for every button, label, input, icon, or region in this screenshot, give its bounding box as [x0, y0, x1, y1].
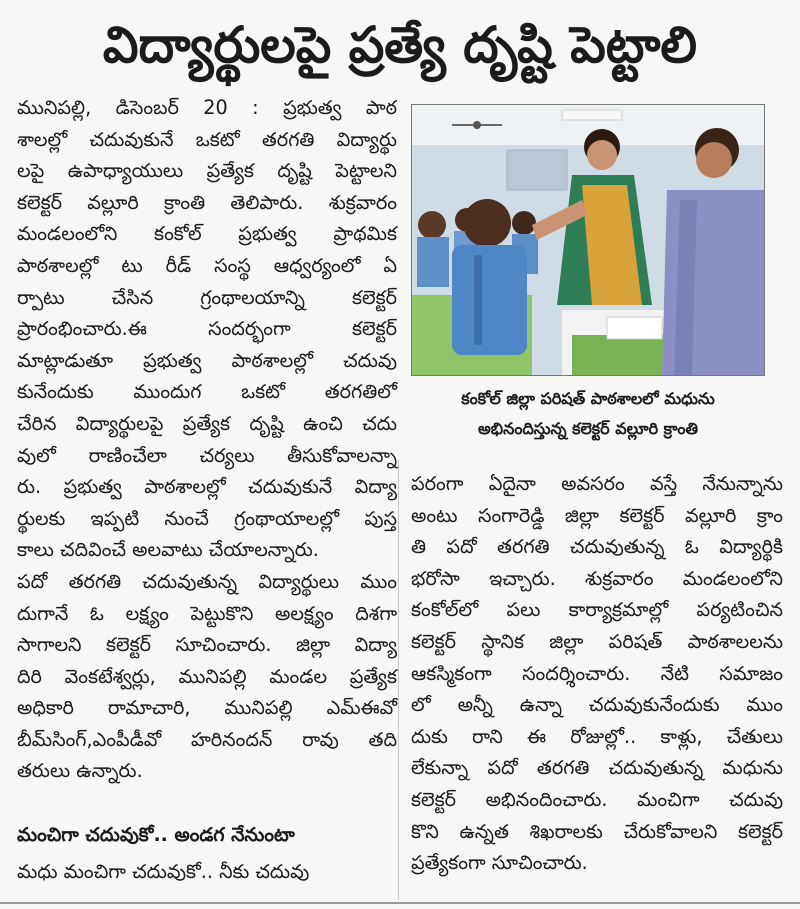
- article-line: ప్రత్యేకంగా సూచించారు.: [411, 851, 588, 875]
- article-line: ర్పాటు చేసిన గ్రంథాలయాన్ని కలెక్టర్: [17, 285, 397, 309]
- article-line: బీమ్‌సింగ్,ఎంపీడీవో హరినందన్ రావు తది: [17, 727, 397, 751]
- article-line: లేకున్నా పదో తరగతి చదువుతున్న మధును: [411, 756, 783, 780]
- article-line: కునేందుకు ముందుగ ఒకటో తరగతిలో: [17, 380, 397, 404]
- classroom-photo-illustration: [412, 105, 765, 376]
- article-line: చేరిన విద్యార్థులపై ప్రత్యేక దృష్టి ఉంచి చదు: [17, 411, 397, 435]
- article-line: తరులు ఉన్నారు.: [17, 759, 143, 783]
- article-line: ర్థులకు ఇప్పటి నుంచే గ్రంథాయాలల్లో పుస్త: [17, 506, 397, 530]
- article-line: లపై ఉపాధ్యాయులు ప్రత్యేక దృష్టి పెట్టాలని: [17, 159, 397, 183]
- article-line: కాలు చదివించే అలవాటు చేయాలన్నారు.: [17, 538, 319, 562]
- caption-line: అభినందిస్తున్న కలెక్టర్ వల్లూరి క్రాంతి: [478, 419, 698, 438]
- article-line: కలెక్టర్ స్థానిక జిల్లా పరిషత్ పాఠశాలలను: [411, 629, 783, 653]
- headline: విద్యార్థులపై ప్రత్యే దృష్టి పెట్టాలి: [102, 16, 698, 74]
- news-photo: [411, 104, 765, 376]
- article-line: పదో తరగతి చదువుతున్న విద్యార్థులు ముం: [17, 569, 397, 593]
- article-line: పరంగా ఏదైనా అవసరం వస్తే నేనున్నాను: [411, 472, 783, 495]
- article-line: కొని ఉన్నత శిఖరాలకు చేరుకోవాలని కలెక్టర్: [411, 819, 783, 843]
- article-line: లో అన్నీ ఉన్నా చదువుకునేందుకు ముం: [411, 693, 783, 717]
- article-line: ఆకస్మికంగా సందర్శించారు. నేటి సమాజం: [411, 661, 783, 685]
- article-line: మాట్లాడుతూ ప్రభుత్వ పాఠశాలల్లో చదువు: [17, 348, 397, 372]
- article-line: మధు మంచిగా చదువుకో.. నీకు చదువు: [17, 860, 310, 883]
- article-line: మండలంలోని కంకోల్ ప్రభుత్వ ప్రాథమిక: [17, 222, 397, 246]
- article-line: ప్రారంభించారు.ఈ సందర్భంగా కలెక్టర్: [17, 317, 397, 341]
- right-column: [411, 468, 783, 879]
- column-divider: [398, 460, 399, 900]
- article-line: దుగానే ఓ లక్ష్యం పెట్టుకొని అలక్ష్యం దిశగా: [17, 601, 397, 625]
- article-line: శాలల్లో చదువుకునే ఒకటో తరగతి విద్యార్థు: [17, 127, 397, 151]
- bottom-divider: [0, 902, 800, 904]
- article-line: పాఠశాలల్లో టు రీడ్ సంస్థ ఆధ్వర్యంలో ఏ: [17, 253, 397, 277]
- caption-line: కంకోల్ జిల్లా పరిషత్ పాఠశాలలో మధును: [461, 389, 715, 408]
- article-line: భరోసా ఇచ్చారు. శుక్రవారం మండలంలోని: [411, 566, 783, 590]
- article-line: రు. ప్రభుత్వ పాఠశాలల్లో చదువుకునే విద్యా: [17, 475, 397, 499]
- left-column-tail: [17, 856, 397, 888]
- article-line: సాగాలని కలెక్టర్ సూచించారు. జిల్లా విద్యా: [17, 633, 397, 657]
- photo-caption: [411, 384, 765, 444]
- article-line: వులో రాణించేలా చర్యలు తీసుకోవాలన్నా: [17, 443, 397, 467]
- article-line: తి పదో తరగతి చదువుతున్న ఓ విద్యార్థికి: [411, 535, 783, 559]
- article-line: దిరి వెంకటేశ్వర్లు, మునిపల్లి మండల ప్రత్యేక: [17, 664, 397, 688]
- article-line: కంకోల్‌లో పలు కార్యాక్రమాల్లో పర్యటించిన: [411, 598, 783, 622]
- article-line: కలెక్టర్ అభినందించారు. మంచిగా చదువు: [411, 787, 783, 811]
- subheading: మంచిగా చదువుకో.. అండగ నేనుంటా: [17, 824, 295, 846]
- article-line: అంటు సంగారెడ్డి జిల్లా కలెక్టర్ వల్లూరి క్రాం: [411, 503, 783, 527]
- article-line: కలెక్టర్ వల్లూరి క్రాంతి తెలిపారు. శుక్రవారం: [17, 190, 397, 214]
- article-line: మునిపల్లి, డిసెంబర్ 20 : ప్రభుత్వ పాఠ: [17, 96, 397, 119]
- left-column: [17, 92, 397, 787]
- article-line: దుకు రాని ఈ రోజుల్లో.. కాళ్లు, చేతులు: [411, 724, 783, 748]
- article-line: అధికారి రామాచారి, మునిపల్లి ఎమ్ఈవో: [17, 696, 397, 720]
